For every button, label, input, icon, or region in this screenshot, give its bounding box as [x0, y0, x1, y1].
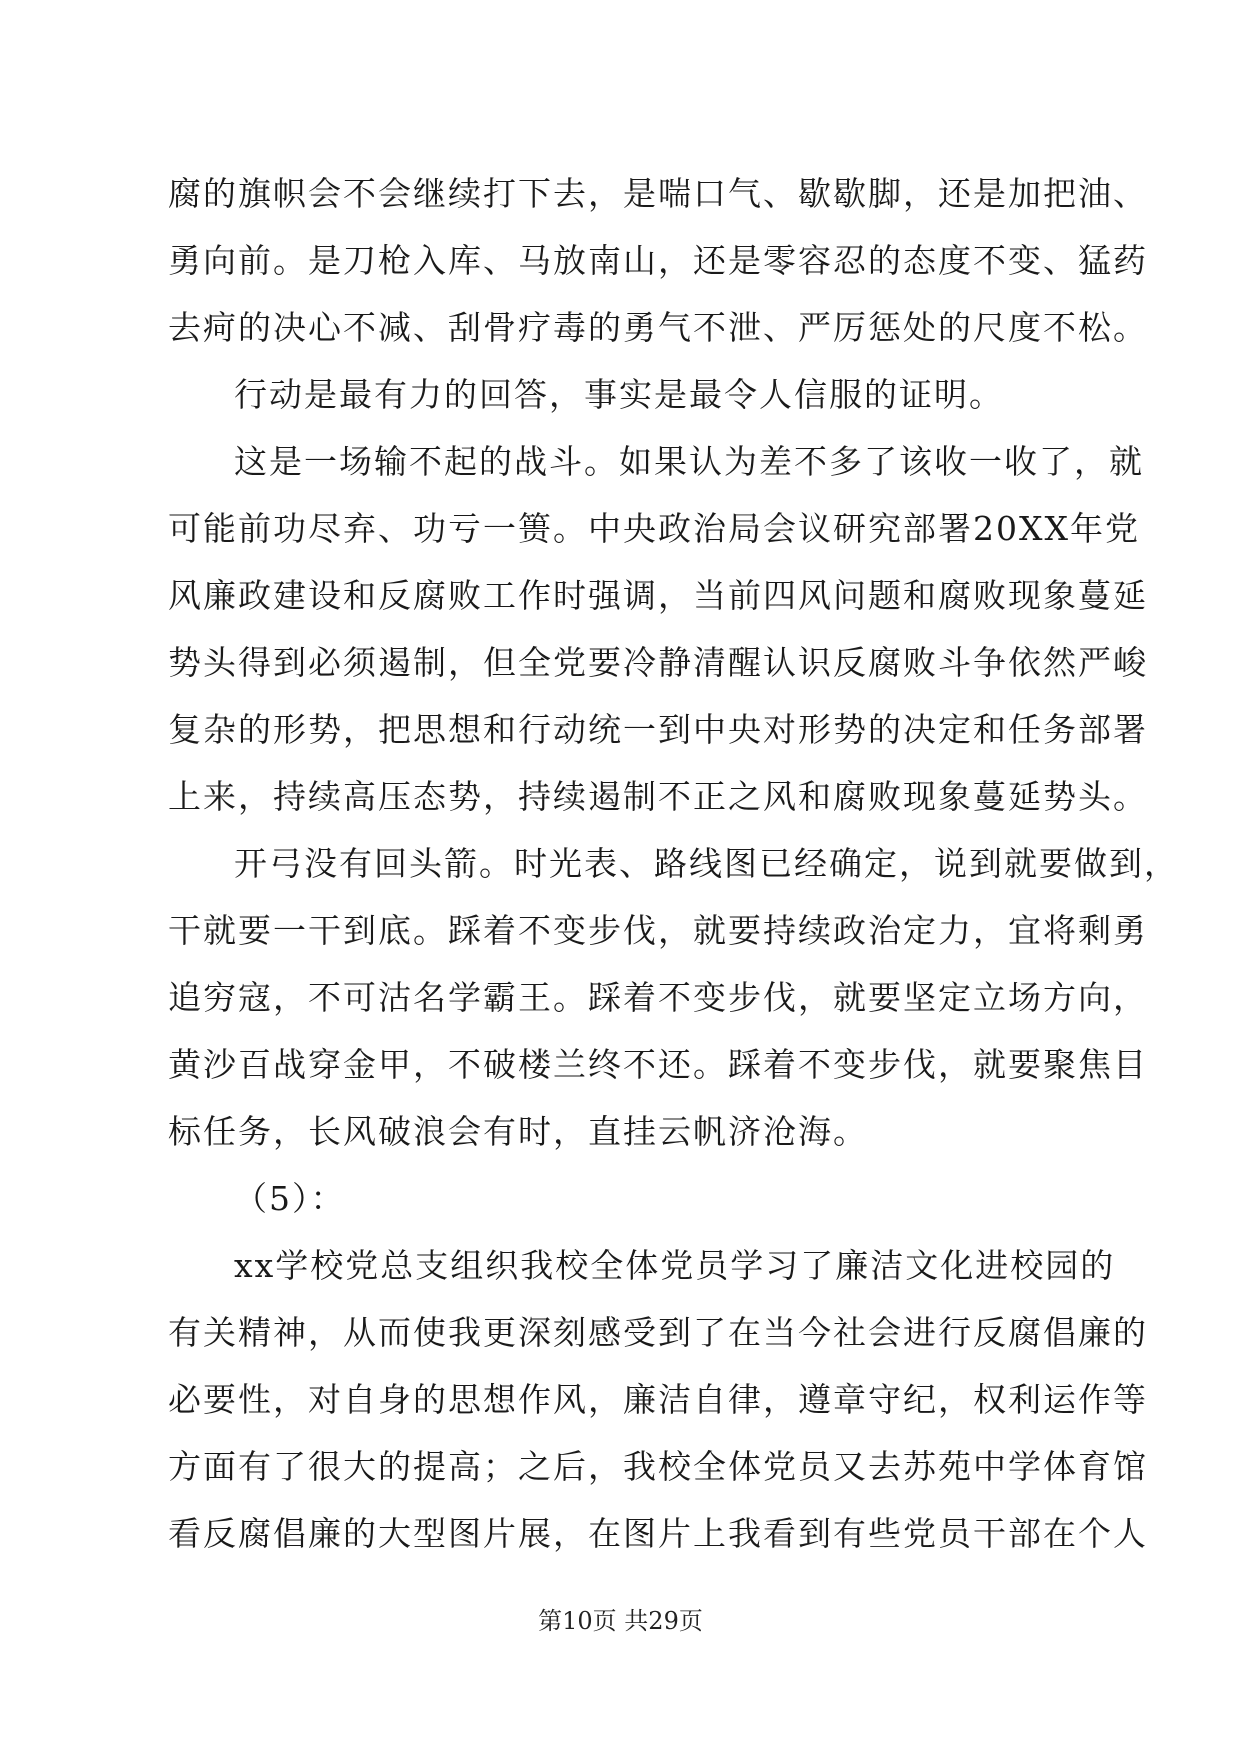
text-line: 勇向前。是刀枪入库、马放南山，还是零容忍的态度不变、猛药: [168, 241, 1148, 280]
text-line: 标任务，长风破浪会有时，直挂云帆济沧海。: [168, 1112, 868, 1151]
text-line: 看反腐倡廉的大型图片展，在图片上我看到有些党员干部在个人: [168, 1514, 1148, 1553]
text-line: 去疴的决心不减、刮骨疗毒的勇气不泄、严厉惩处的尺度不松。: [168, 308, 1148, 347]
text-line: 干就要一干到底。踩着不变步伐，就要持续政治定力，宜将剩勇: [168, 911, 1148, 950]
text-line: 开弓没有回头箭。时光表、路线图已经确定，说到就要做到，: [234, 844, 1179, 883]
text-line: 腐的旗帜会不会继续打下去，是喘口气、歇歇脚，还是加把油、: [168, 174, 1148, 213]
text-line: 黄沙百战穿金甲，不破楼兰终不还。踩着不变步伐，就要聚焦目: [168, 1045, 1148, 1084]
text-line: 这是一场输不起的战斗。如果认为差不多了该收一收了，就: [234, 442, 1144, 481]
text-line: 势头得到必须遏制，但全党要冷静清醒认识反腐败斗争依然严峻: [168, 643, 1148, 682]
text-line: 方面有了很大的提高；之后，我校全体党员又去苏苑中学体育馆: [168, 1447, 1148, 1486]
text-line: 上来，持续高压态势，持续遏制不正之风和腐败现象蔓延势头。: [168, 777, 1148, 816]
text-line: 必要性，对自身的思想作风，廉洁自律，遵章守纪，权利运作等: [168, 1380, 1148, 1419]
text-line: 行动是最有力的回答，事实是最令人信服的证明。: [234, 375, 1004, 414]
text-line: 风廉政建设和反腐败工作时强调，当前四风问题和腐败现象蔓延: [168, 576, 1148, 615]
text-line: 可能前功尽弃、功亏一篑。中央政治局会议研究部署20XX年党: [168, 509, 1140, 548]
page-number-footer: 第10页 共29页: [538, 1607, 703, 1635]
text-line: 追穷寇，不可沽名学霸王。踩着不变步伐，就要坚定立场方向，: [168, 978, 1148, 1017]
text-line: 有关精神，从而使我更深刻感受到了在当今社会进行反腐倡廉的: [168, 1313, 1148, 1352]
text-line: 复杂的形势，把思想和行动统一到中央对形势的决定和任务部署: [168, 710, 1148, 749]
section-marker: （5）：: [234, 1179, 346, 1218]
text-line: xx学校党总支组织我校全体党员学习了廉洁文化进校园的: [234, 1246, 1116, 1285]
